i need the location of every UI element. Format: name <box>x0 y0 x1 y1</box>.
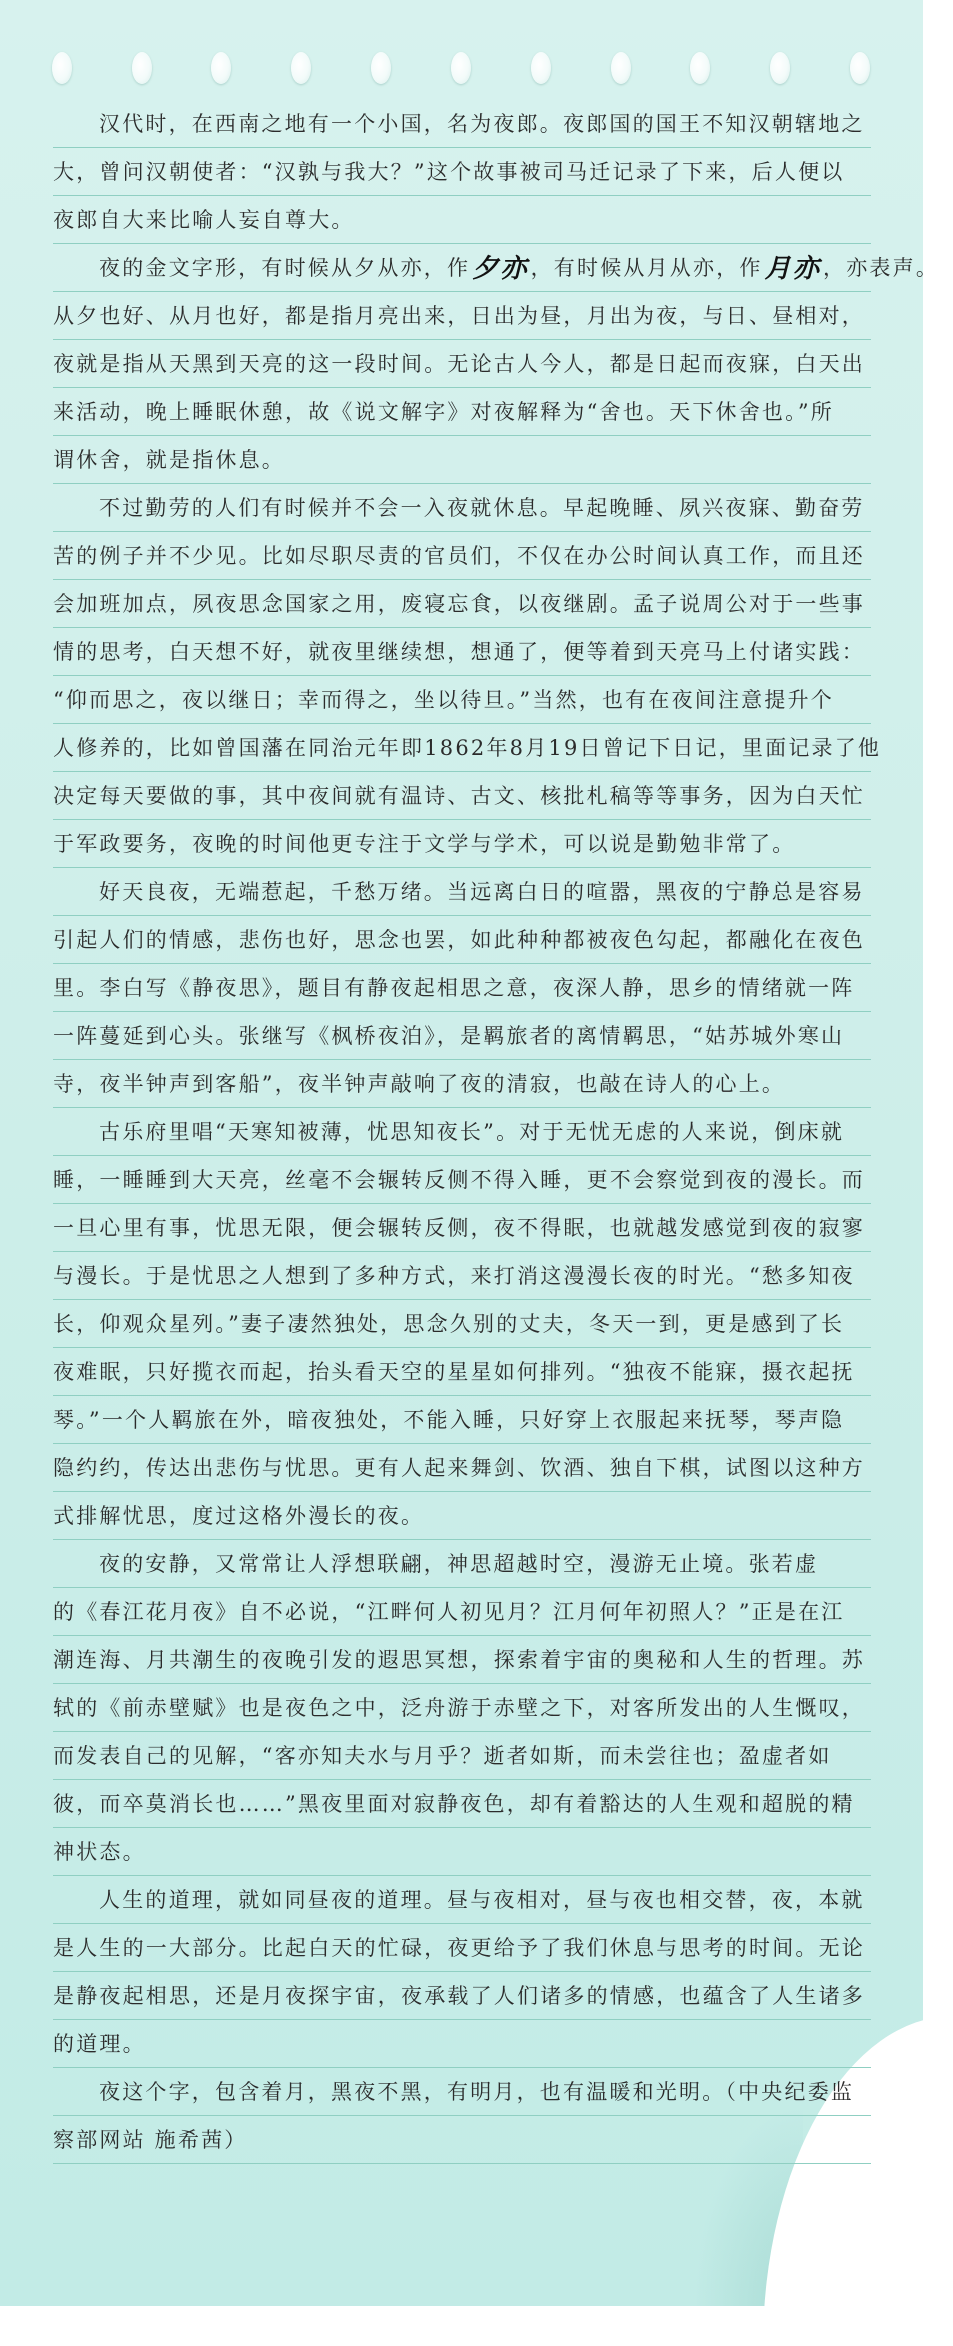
text-line: 引起人们的情感，悲伤也好，思念也罢，如此种种都被夜色勾起，都融化在夜色 <box>53 916 871 964</box>
binder-hole <box>52 52 72 84</box>
text-line: 彼，而卒莫消长也……”黑夜里面对寂静夜色，却有着豁达的人生观和超脱的精 <box>53 1780 871 1828</box>
text-line: 会加班加点，夙夜思念国家之用，废寝忘食，以夜继剧。孟子说周公对于一些事 <box>53 580 871 628</box>
binder-hole <box>770 52 790 84</box>
binder-hole <box>371 52 391 84</box>
binder-holes <box>0 52 923 86</box>
text-line: 夜就是指从天黑到天亮的这一段时间。无论古人今人，都是日起而夜寐，白天出 <box>53 340 871 388</box>
text-line: 琴。”一个人羁旅在外，暗夜独处，不能入睡，只好穿上衣服起来抚琴，琴声隐 <box>53 1396 871 1444</box>
text-line: 夜的安静，又常常让人浮想联翩，神思超越时空，漫游无止境。张若虚 <box>53 1540 871 1588</box>
text-line: 人修养的，比如曾国藩在同治元年即1862年8月19日曾记下日记，里面记录了他 <box>53 724 871 772</box>
paragraph <box>53 1540 871 1876</box>
text-segment: ，亦表声。 <box>823 256 940 280</box>
binder-hole <box>291 52 311 84</box>
text-line: 睡，一睡睡到大天亮，丝毫不会辗转反侧不得入睡，更不会察觉到夜的漫长。而 <box>53 1156 871 1204</box>
text-line <box>53 244 940 292</box>
text-line: 长，仰观众星列。”妻子凄然独处，思念久别的丈夫，冬天一到，更是感到了长 <box>53 1300 871 1348</box>
article-body <box>53 100 940 2164</box>
paragraph <box>53 1108 871 1540</box>
text-line: 人生的道理，就如同昼夜的道理。昼与夜相对，昼与夜也相交替，夜，本就 <box>53 1876 871 1924</box>
text-line: 式排解忧思，度过这格外漫长的夜。 <box>53 1492 871 1540</box>
text-line: 大，曾问汉朝使者：“汉孰与我大？”这个故事被司马迁记录了下来，后人便以 <box>53 148 871 196</box>
binder-hole <box>531 52 551 84</box>
binder-hole <box>850 52 870 84</box>
text-line: 夜难眠，只好揽衣而起，抬头看天空的星星如何排列。“独夜不能寐，摄衣起抚 <box>53 1348 871 1396</box>
bronze-script-glyph: 夕亦 <box>472 254 529 284</box>
text-line: 于军政要务，夜晚的时间他更专注于文学与学术，可以说是勤勉非常了。 <box>53 820 871 868</box>
binder-hole <box>451 52 471 84</box>
text-line: “仰而思之，夜以继日；幸而得之，坐以待旦。”当然，也有在夜间注意提升个 <box>53 676 871 724</box>
text-line: 是人生的一大部分。比起白天的忙碌，夜更给予了我们休息与思考的时间。无论 <box>53 1924 871 1972</box>
text-line: 是静夜起相思，还是月夜探宇宙，夜承载了人们诸多的情感，也蕴含了人生诸多 <box>53 1972 871 2020</box>
text-segment: ，有时候从月从亦，作 <box>530 256 763 280</box>
binder-hole <box>132 52 152 84</box>
text-line: 汉代时，在西南之地有一个小国，名为夜郎。夜郎国的国王不知汉朝辖地之 <box>53 100 871 148</box>
text-line: 轼的《前赤壁赋》也是夜色之中，泛舟游于赤壁之下，对客所发出的人生慨叹， <box>53 1684 871 1732</box>
text-line: 古乐府里唱“天寒知被薄，忧思知夜长”。对于无忧无虑的人来说，倒床就 <box>53 1108 871 1156</box>
text-line: 隐约约，传达出悲伤与忧思。更有人起来舞剑、饮酒、独自下棋，试图以这种方 <box>53 1444 871 1492</box>
paragraph <box>53 2068 871 2164</box>
text-line: 潮连海、月共潮生的夜晚引发的遐思冥想，探索着宇宙的奥秘和人生的哲理。苏 <box>53 1636 871 1684</box>
binder-hole <box>611 52 631 84</box>
text-line: 而发表自己的见解，“客亦知夫水与月乎？逝者如斯，而未尝往也；盈虚者如 <box>53 1732 871 1780</box>
paragraph <box>53 244 940 484</box>
text-line: 与漫长。于是忧思之人想到了多种方式，来打消这漫漫长夜的时光。“愁多知夜 <box>53 1252 871 1300</box>
text-line: 一阵蔓延到心头。张继写《枫桥夜泊》，是羁旅者的离情羁思，“姑苏城外寒山 <box>53 1012 871 1060</box>
text-line: 不过勤劳的人们有时候并不会一入夜就休息。早起晚睡、夙兴夜寐、勤奋劳 <box>53 484 871 532</box>
paragraph <box>53 868 871 1108</box>
paragraph <box>53 484 882 868</box>
paragraph <box>53 1876 871 2068</box>
text-line: 寺，夜半钟声到客船”，夜半钟声敲响了夜的清寂，也敲在诗人的心上。 <box>53 1060 871 1108</box>
text-line: 察部网站 施希茜） <box>53 2116 871 2164</box>
text-line: 的道理。 <box>53 2020 871 2068</box>
text-line: 的《春江花月夜》自不必说，“江畔何人初见月？江月何年初照人？”正是在江 <box>53 1588 871 1636</box>
text-line: 从夕也好、从月也好，都是指月亮出来，日出为昼，月出为夜，与日、昼相对， <box>53 292 871 340</box>
text-line: 好天良夜，无端惹起，千愁万绪。当远离白日的喧嚣，黑夜的宁静总是容易 <box>53 868 871 916</box>
text-line: 一旦心里有事，忧思无限，便会辗转反侧，夜不得眠，也就越发感觉到夜的寂寥 <box>53 1204 871 1252</box>
text-line: 谓休舍，就是指休息。 <box>53 436 871 484</box>
text-line: 情的思考，白天想不好，就夜里继续想，想通了，便等着到天亮马上付诸实践： <box>53 628 871 676</box>
binder-hole <box>211 52 231 84</box>
text-line: 苦的例子并不少见。比如尽职尽责的官员们，不仅在办公时间认真工作，而且还 <box>53 532 871 580</box>
text-line: 夜郎自大来比喻人妄自尊大。 <box>53 196 871 244</box>
text-segment: 夜的金文字形，有时候从夕从亦，作 <box>99 256 471 280</box>
text-line: 决定每天要做的事，其中夜间就有温诗、古文、核批札稿等等事务，因为白天忙 <box>53 772 871 820</box>
bronze-script-glyph: 月亦 <box>764 254 822 284</box>
binder-hole <box>690 52 710 84</box>
text-line: 里。李白写《静夜思》，题目有静夜起相思之意，夜深人静，思乡的情绪就一阵 <box>53 964 871 1012</box>
text-line: 夜这个字，包含着月，黑夜不黑，有明月，也有温暖和光明。（中央纪委监 <box>53 2068 871 2116</box>
text-line: 神状态。 <box>53 1828 871 1876</box>
text-line: 来活动，晚上睡眠休憩，故《说文解字》对夜解释为“舍也。天下休舍也。”所 <box>53 388 871 436</box>
paragraph <box>53 100 871 244</box>
